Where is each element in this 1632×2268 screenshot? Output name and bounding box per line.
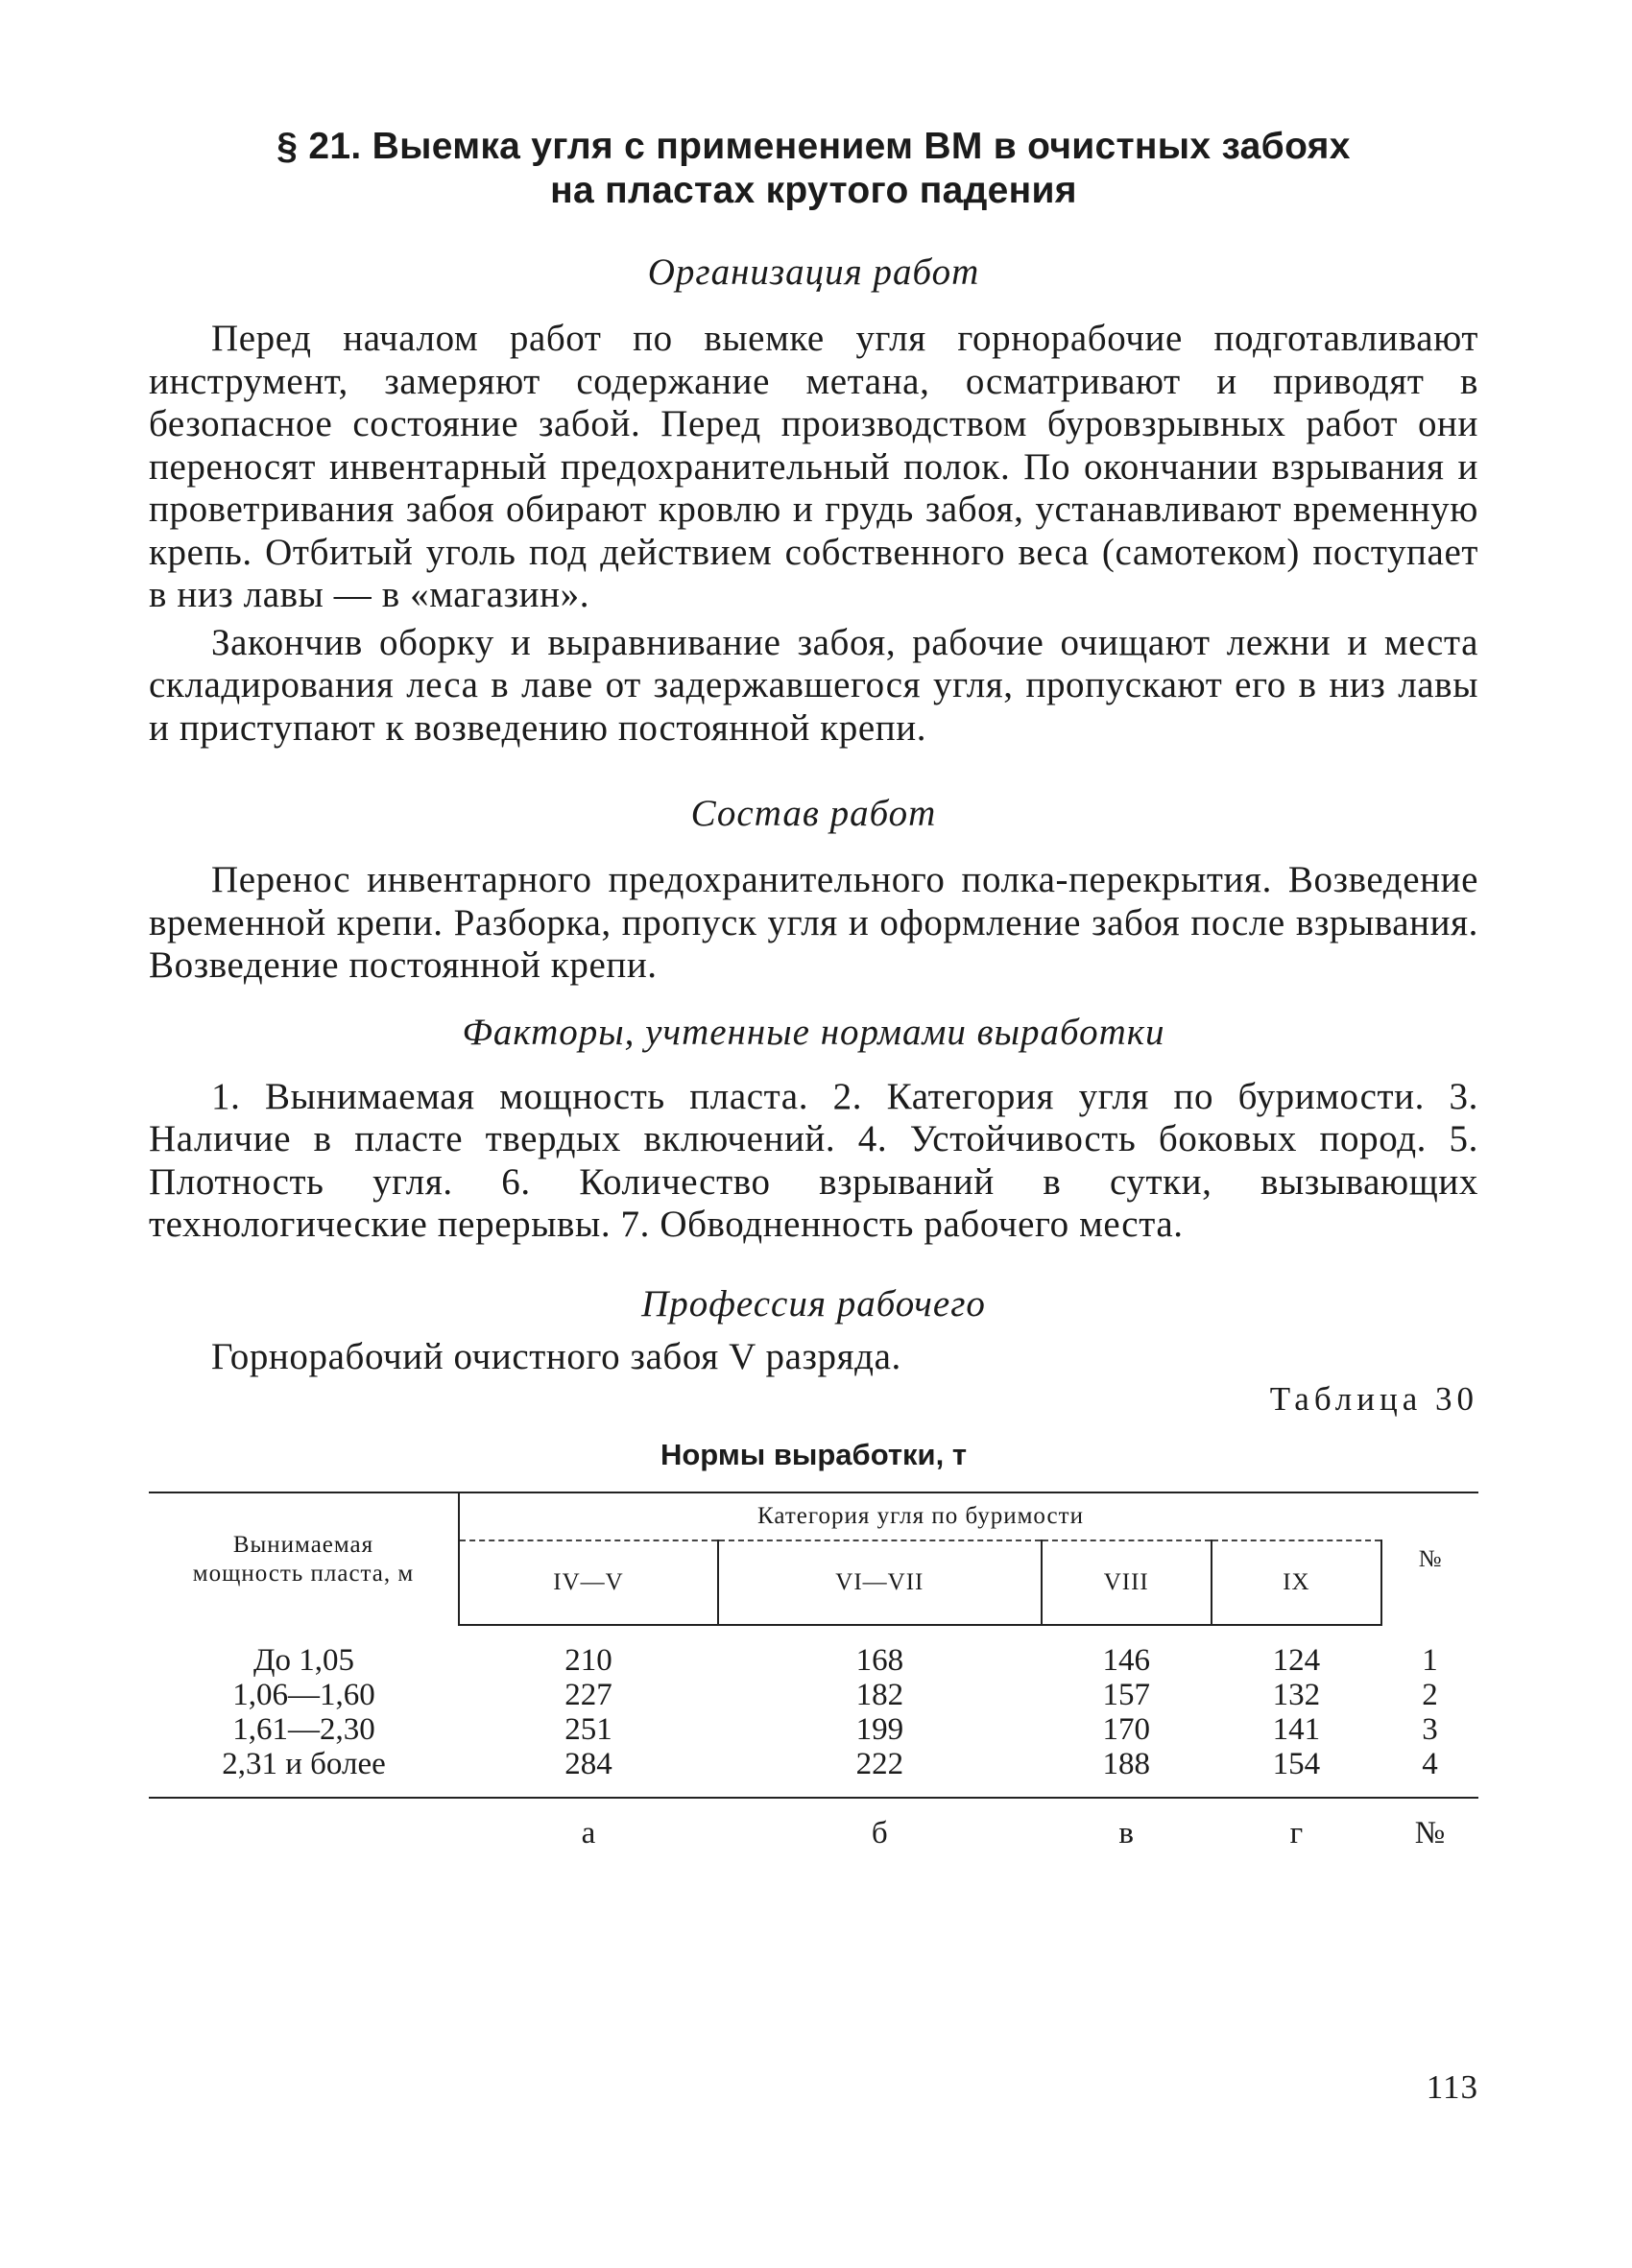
organization-paragraph-1: Перед началом работ по выемке угля горнорабочие подготавливают инструмент, замеряют содержание метана, осматривают и приводят в безопасное состояние забой. Перед производством буровзрывных работ они переносят инвентарный предохранительный полок. По окончании взрывания и проветривания забоя обирают кровлю и грудь забоя, устанавливают временную крепь. Отбитый уголь под действием собственного веса (самотеком) поступает в низ лавы — в «магазин». (149, 318, 1478, 615)
row-thickness: 1,06—1,60 (232, 1678, 375, 1712)
table-row (149, 1747, 1478, 1798)
row-number: 2 (1422, 1678, 1438, 1712)
row-thickness: 1,61—2,30 (232, 1712, 375, 1747)
category-col-ix: IX (1212, 1540, 1381, 1625)
table-label: Таблица 30 (1269, 1380, 1478, 1418)
row-value: 132 (1272, 1678, 1321, 1712)
thickness-header (149, 1492, 459, 1625)
row-value: 154 (1212, 1747, 1381, 1798)
column-label: в (1118, 1816, 1135, 1850)
row-number: 4 (1381, 1747, 1478, 1798)
section-title (149, 125, 1478, 213)
table-header-row-1 (149, 1492, 1478, 1540)
row-value: 141 (1272, 1712, 1321, 1747)
row-value: 124 (1272, 1643, 1321, 1678)
row-number: 3 (1422, 1712, 1438, 1747)
row-value: 210 (564, 1643, 612, 1678)
factors-heading: Факторы, учтенные нормами выработки (462, 1011, 1165, 1053)
profession-text: Горнорабочий очистного забоя V разряда. (211, 1335, 901, 1377)
column-label: б (871, 1816, 888, 1850)
factors-paragraph: 1. Вынимаемая мощность пласта. 2. Категория угля по буримости. 3. Наличие в пласте твердых включений. 4. Устойчивость боковых пород. 5. Плотность угля. 6. Количество взрываний в сутки, вызывающих технологические перерывы. 7. Обводненность рабочего места. (149, 1075, 1478, 1245)
row-value: 227 (564, 1678, 612, 1712)
row-value: 284 (459, 1747, 718, 1798)
row-number: 1 (1422, 1642, 1438, 1678)
category-col-viii: VIII (1042, 1540, 1212, 1625)
composition-heading: Состав работ (690, 793, 937, 834)
norms-table (149, 1492, 1478, 1850)
row-value: 182 (855, 1678, 904, 1712)
column-label: а (581, 1816, 596, 1850)
row-value: 146 (1102, 1643, 1150, 1678)
table-row (149, 1625, 1478, 1678)
table-row (149, 1712, 1478, 1747)
row-thickness: До 1,05 (252, 1642, 354, 1678)
number-header: № (1381, 1492, 1478, 1625)
table-title: Нормы выработки, т (660, 1438, 968, 1471)
row-value: 157 (1102, 1678, 1150, 1712)
row-value: 199 (855, 1712, 904, 1747)
category-col-iv-v: IV—V (459, 1540, 718, 1625)
organization-heading: Организация работ (647, 251, 980, 293)
section-title-line-1: § 21. Выемка угля с применением ВМ в очистных забоях (276, 126, 1351, 167)
category-col-vi-vii: VI—VII (718, 1540, 1042, 1625)
column-labels-row (149, 1798, 1478, 1850)
row-value: 170 (1102, 1712, 1150, 1747)
organization-paragraph-2: Закончив оборку и выравнивание забоя, рабочие очищают лежни и места складирования леса в лаве от задержавшегося угля, пропускают его в низ лавы и приступают к возведению постоянной крепи. (149, 621, 1478, 749)
profession-heading: Профессия рабочего (641, 1282, 986, 1325)
thickness-header-line-2: мощность пласта, м (192, 1560, 415, 1587)
composition-paragraph: Перенос инвентарного предохранительного полка-перекрытия. Возведение временной крепи. Разборка, пропуск угля и оформление забоя после взрывания. Возведение постоянной крепи. (149, 859, 1478, 986)
row-value: 188 (1042, 1747, 1212, 1798)
table-row (149, 1678, 1478, 1712)
row-value: 222 (718, 1747, 1042, 1798)
row-value: 251 (564, 1712, 612, 1747)
row-thickness: 2,31 и более (149, 1747, 459, 1798)
column-label-number: № (1414, 1816, 1446, 1850)
page (149, 125, 1478, 1850)
section-title-line-2: на пластах крутого падения (550, 170, 1077, 211)
page-number: 113 (1426, 2068, 1478, 2106)
thickness-header-line-1: Вынимаемая (232, 1531, 374, 1558)
column-label-empty (149, 1798, 459, 1850)
row-value: 168 (855, 1643, 904, 1678)
category-header: Категория угля по буримости (459, 1492, 1381, 1540)
column-label: г (1289, 1816, 1304, 1850)
